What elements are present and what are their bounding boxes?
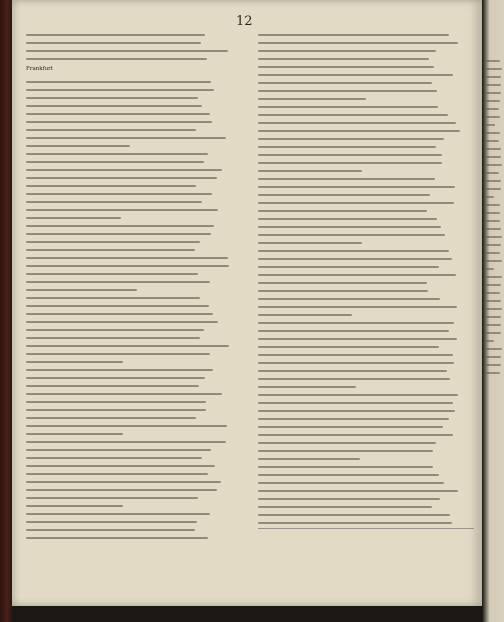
text-line xyxy=(258,450,433,452)
text-line xyxy=(258,442,436,444)
text-line xyxy=(258,314,352,316)
text-line xyxy=(258,186,455,188)
text-line xyxy=(26,321,218,323)
page-number: 12 xyxy=(236,14,253,29)
text-line xyxy=(258,202,454,204)
text-line xyxy=(26,465,215,467)
text-line xyxy=(26,34,205,36)
text-line xyxy=(486,148,501,150)
text-line xyxy=(26,481,221,483)
text-line xyxy=(258,114,448,116)
text-line xyxy=(26,113,210,115)
text-line xyxy=(258,122,456,124)
text-line xyxy=(26,457,202,459)
text-line xyxy=(258,90,437,92)
text-line xyxy=(258,226,441,228)
text-line xyxy=(258,50,436,52)
text-line xyxy=(486,196,494,198)
text-line xyxy=(486,268,494,270)
signature-place: Frankfurt xyxy=(26,66,54,72)
text-line xyxy=(258,434,453,436)
text-line xyxy=(258,322,454,324)
text-line xyxy=(26,58,207,60)
text-line xyxy=(258,170,362,172)
text-line xyxy=(258,154,442,156)
text-line xyxy=(26,433,123,435)
text-line xyxy=(486,260,502,262)
text-line xyxy=(26,201,202,203)
text-line xyxy=(258,298,440,300)
text-lines-top xyxy=(26,34,230,60)
text-line xyxy=(26,153,208,155)
text-line xyxy=(258,138,444,140)
text-line xyxy=(486,364,501,366)
text-line xyxy=(486,292,500,294)
text-line xyxy=(258,250,449,252)
text-line xyxy=(26,297,200,299)
signature-block xyxy=(26,66,230,73)
text-line xyxy=(258,362,454,364)
binding-edge xyxy=(0,0,12,622)
text-line xyxy=(486,284,501,286)
text-line xyxy=(26,50,228,52)
text-line xyxy=(26,521,197,523)
text-line xyxy=(486,76,501,78)
text-line xyxy=(26,121,212,123)
text-line xyxy=(486,68,502,70)
text-line xyxy=(26,473,208,475)
text-line xyxy=(26,409,206,411)
text-line xyxy=(486,156,501,158)
text-line xyxy=(26,329,204,331)
text-line xyxy=(258,386,356,388)
text-line xyxy=(258,410,455,412)
text-line xyxy=(258,194,430,196)
text-line xyxy=(258,266,439,268)
text-line xyxy=(258,418,449,420)
text-line xyxy=(26,257,228,259)
text-line xyxy=(258,338,457,340)
text-line xyxy=(258,466,433,468)
text-line xyxy=(258,506,432,508)
text-line xyxy=(258,370,447,372)
text-line xyxy=(26,505,123,507)
text-line xyxy=(486,332,501,334)
text-line xyxy=(486,108,499,110)
text-line xyxy=(258,82,432,84)
text-line xyxy=(258,490,458,492)
text-line xyxy=(486,132,500,134)
text-line xyxy=(258,58,429,60)
text-line xyxy=(26,97,198,99)
text-line xyxy=(486,116,500,118)
text-line xyxy=(258,98,366,100)
text-line xyxy=(26,145,130,147)
text-line xyxy=(258,66,434,68)
text-line xyxy=(486,124,495,126)
text-line xyxy=(26,217,121,219)
text-line xyxy=(486,212,500,214)
adjacent-page-text xyxy=(486,60,502,380)
text-line xyxy=(26,385,199,387)
text-line xyxy=(26,537,208,539)
text-line xyxy=(486,92,501,94)
text-line xyxy=(26,393,222,395)
text-lines-body xyxy=(26,81,230,539)
text-line xyxy=(26,169,222,171)
text-line xyxy=(26,345,229,347)
text-line xyxy=(26,425,227,427)
text-line xyxy=(486,252,500,254)
text-line xyxy=(258,498,440,500)
text-line xyxy=(486,60,500,62)
text-line xyxy=(258,146,436,148)
text-line xyxy=(26,249,195,251)
text-line xyxy=(486,204,500,206)
text-line xyxy=(26,369,213,371)
text-line xyxy=(486,244,501,246)
text-line xyxy=(258,458,360,460)
text-line xyxy=(26,417,196,419)
text-line xyxy=(26,185,196,187)
text-line xyxy=(26,89,214,91)
text-line xyxy=(26,489,217,491)
text-line xyxy=(26,289,137,291)
text-line xyxy=(26,441,226,443)
text-line xyxy=(26,529,195,531)
text-line xyxy=(486,228,501,230)
text-line xyxy=(26,177,217,179)
text-line xyxy=(486,356,501,358)
text-line xyxy=(26,42,201,44)
text-line xyxy=(486,276,502,278)
text-line xyxy=(486,220,500,222)
text-line xyxy=(258,234,445,236)
text-line xyxy=(486,100,500,102)
text-line xyxy=(258,74,453,76)
text-line xyxy=(26,161,204,163)
text-line xyxy=(26,209,218,211)
text-line xyxy=(258,42,458,44)
text-line xyxy=(486,316,501,318)
text-line xyxy=(258,130,460,132)
text-line xyxy=(486,84,501,86)
text-line xyxy=(26,129,196,131)
text-line xyxy=(258,242,362,244)
text-line xyxy=(486,180,501,182)
text-line xyxy=(258,522,452,524)
text-line xyxy=(26,265,229,267)
text-line xyxy=(486,236,502,238)
text-line xyxy=(26,137,226,139)
text-line xyxy=(486,340,494,342)
text-line xyxy=(258,346,439,348)
text-line xyxy=(486,140,499,142)
text-line xyxy=(26,401,206,403)
text-line xyxy=(258,426,443,428)
text-line xyxy=(258,282,427,284)
text-line xyxy=(486,172,499,174)
text-line xyxy=(26,449,211,451)
text-line xyxy=(258,162,442,164)
text-line xyxy=(26,281,210,283)
text-line xyxy=(258,474,439,476)
text-line xyxy=(26,377,205,379)
text-line xyxy=(486,308,502,310)
text-line xyxy=(26,497,198,499)
text-line xyxy=(258,394,458,396)
text-line xyxy=(26,193,212,195)
text-line xyxy=(486,188,501,190)
text-line xyxy=(486,348,502,350)
text-line xyxy=(258,402,453,404)
text-line xyxy=(26,361,123,363)
text-line xyxy=(258,218,437,220)
text-line xyxy=(26,105,202,107)
text-line xyxy=(258,210,427,212)
right-column xyxy=(258,34,462,530)
text-line xyxy=(258,482,444,484)
text-line xyxy=(258,378,450,380)
text-line xyxy=(486,372,500,374)
text-line xyxy=(258,258,452,260)
text-line xyxy=(258,354,453,356)
text-line xyxy=(26,81,211,83)
text-line xyxy=(258,274,456,276)
text-line xyxy=(26,241,200,243)
text-line xyxy=(258,34,449,36)
text-line xyxy=(258,106,438,108)
text-line xyxy=(258,514,450,516)
left-column xyxy=(26,34,230,545)
text-line xyxy=(26,513,210,515)
text-line xyxy=(26,233,211,235)
text-line xyxy=(26,273,198,275)
text-line xyxy=(486,324,501,326)
text-lines-right xyxy=(258,34,462,524)
text-line xyxy=(26,313,213,315)
book-page xyxy=(12,0,482,606)
text-line xyxy=(26,305,209,307)
text-line xyxy=(258,290,428,292)
handwritten-note xyxy=(258,528,474,529)
text-line xyxy=(26,225,214,227)
text-line xyxy=(258,178,435,180)
text-line xyxy=(258,330,449,332)
text-line xyxy=(258,306,457,308)
text-line xyxy=(486,164,502,166)
text-line xyxy=(26,353,210,355)
text-line xyxy=(486,300,501,302)
text-line xyxy=(26,337,200,339)
